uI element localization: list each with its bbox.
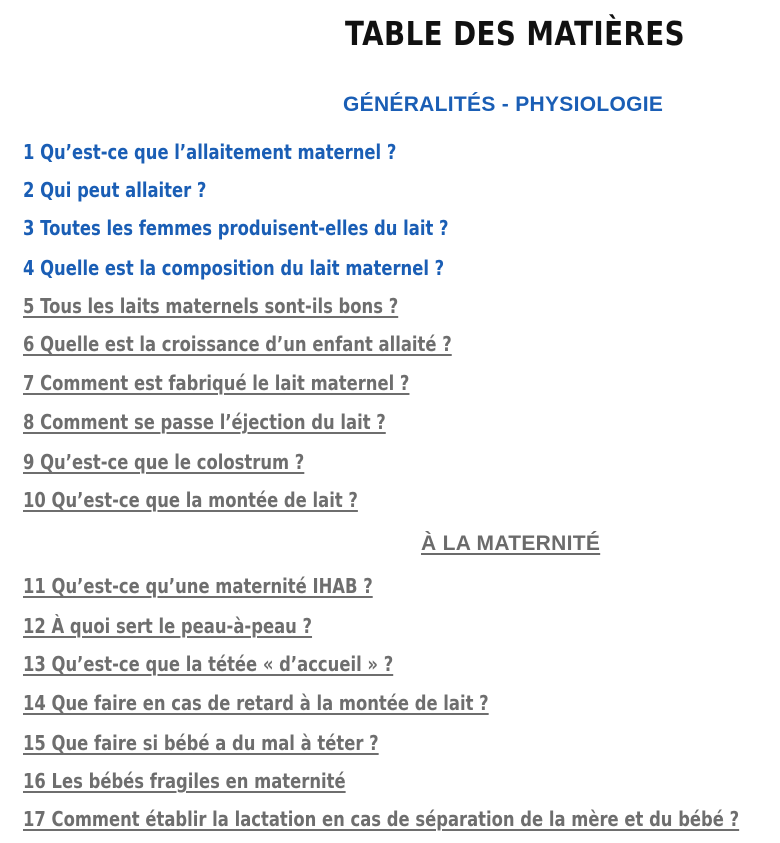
- toc-item-14[interactable]: 14 Que faire en cas de retard à la montée de lait ?: [23, 691, 489, 715]
- toc-item-8[interactable]: 8 Comment se passe l’éjection du lait ?: [23, 410, 386, 434]
- toc-item-7[interactable]: 7 Comment est fabriqué le lait maternel ?: [23, 371, 410, 395]
- toc-item-13[interactable]: 13 Qu’est-ce que la tétée « d’accueil » ?: [23, 652, 394, 676]
- toc-item-16[interactable]: 16 Les bébés fragiles en maternité: [23, 769, 346, 793]
- toc-item-1[interactable]: 1 Qu’est-ce que l’allaitement maternel ?: [23, 140, 397, 164]
- toc-item-15[interactable]: 15 Que faire si bébé a du mal à téter ?: [23, 731, 379, 755]
- toc-item-4[interactable]: 4 Quelle est la composition du lait maternel ?: [23, 256, 445, 280]
- toc-item-10[interactable]: 10 Qu’est-ce que la montée de lait ?: [23, 488, 358, 512]
- page-title: TABLE DES MATIÈRES: [345, 14, 686, 53]
- toc-item-17[interactable]: 17 Comment établir la lactation en cas de séparation de la mère et du bébé ?: [23, 807, 740, 831]
- toc-item-2[interactable]: 2 Qui peut allaiter ?: [23, 178, 207, 202]
- section-heading-generalites: GÉNÉRALITÉS - PHYSIOLOGIE: [343, 93, 664, 116]
- toc-item-6[interactable]: 6 Quelle est la croissance d’un enfant allaité ?: [23, 332, 452, 356]
- toc-item-12[interactable]: 12 À quoi sert le peau-à-peau ?: [23, 614, 313, 638]
- toc-item-3[interactable]: 3 Toutes les femmes produisent-elles du lait ?: [23, 216, 449, 240]
- toc-item-11[interactable]: 11 Qu’est-ce qu’une maternité IHAB ?: [23, 574, 373, 598]
- toc-item-5[interactable]: 5 Tous les laits maternels sont-ils bons ?: [23, 294, 399, 318]
- toc-item-9[interactable]: 9 Qu’est-ce que le colostrum ?: [23, 450, 305, 474]
- section-heading-maternite[interactable]: À LA MATERNITÉ: [421, 532, 601, 555]
